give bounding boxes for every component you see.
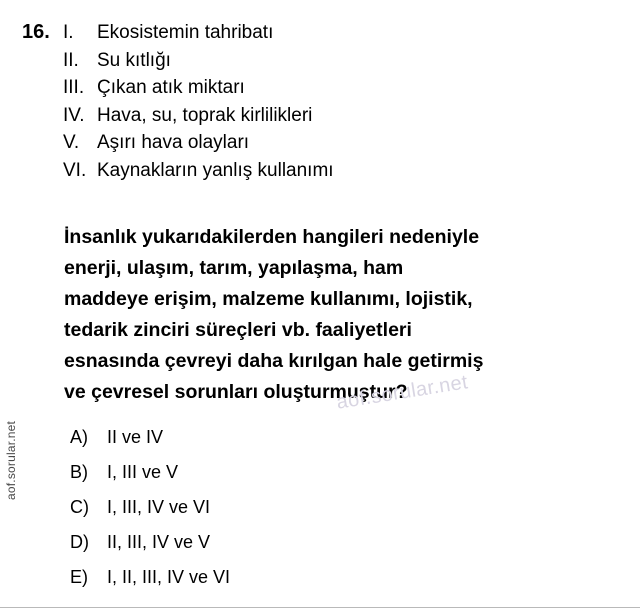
list-item-marker: III. [63, 77, 85, 98]
list-item [63, 47, 583, 75]
option-c[interactable] [70, 490, 590, 525]
option-label: I, III ve V [107, 462, 179, 482]
center-watermark: aof.sorular.net [335, 371, 470, 414]
option-letter: C) [70, 497, 89, 517]
list-item-marker: V. [63, 132, 80, 153]
list-item [63, 19, 583, 47]
stem-line: tedarik zinciri süreçleri vb. faaliyetleri [64, 319, 412, 341]
list-item-label: Çıkan atık miktarı [97, 77, 245, 98]
option-a[interactable] [70, 420, 590, 455]
question-stem [64, 222, 616, 408]
option-label: I, II, III, IV ve VI [107, 567, 231, 587]
stem-line: maddeye erişim, malzeme kullanımı, lojistik, [64, 288, 473, 310]
list-item-marker: IV. [63, 104, 85, 126]
option-e[interactable] [70, 560, 590, 595]
stem-line: ve çevresel sorunları oluşturmuştur? [64, 381, 408, 403]
stem-line: İnsanlık yukarıdakilerden hangileri nedeniyle [64, 226, 480, 248]
page-bottom-divider [0, 607, 640, 608]
list-item [63, 157, 583, 185]
list-item-label: Ekosistemin tahribatı [97, 22, 274, 43]
list-item-marker: I. [63, 22, 74, 43]
stem-line: enerji, ulaşım, tarım, yapılaşma, ham [64, 257, 404, 279]
side-watermark: aof.sorular.net [4, 420, 18, 500]
list-item-marker: II. [63, 49, 79, 71]
option-letter: D) [70, 532, 89, 552]
list-item-label: Su kıtlığı [97, 49, 171, 71]
answer-options [70, 420, 590, 595]
option-letter: A) [70, 427, 88, 447]
option-d[interactable] [70, 525, 590, 560]
option-letter: E) [70, 567, 88, 587]
option-label: II, III, IV ve V [107, 532, 211, 552]
roman-numeral-list [63, 19, 583, 184]
list-item-label: Aşırı hava olayları [97, 132, 250, 153]
option-label: I, III, IV ve VI [107, 497, 211, 517]
list-item-marker: VI. [63, 159, 87, 181]
option-label: II ve IV [107, 427, 164, 447]
option-letter: B) [70, 462, 88, 482]
list-item-label: Kaynakların yanlış kullanımı [97, 159, 334, 181]
list-item [63, 102, 583, 130]
option-b[interactable] [70, 455, 590, 490]
list-item [63, 129, 583, 157]
question-number: 16. [22, 21, 50, 43]
list-item-label: Hava, su, toprak kirlilikleri [97, 104, 313, 126]
list-item [63, 74, 583, 102]
stem-line: esnasında çevreyi daha kırılgan hale getirmiş [64, 350, 484, 372]
